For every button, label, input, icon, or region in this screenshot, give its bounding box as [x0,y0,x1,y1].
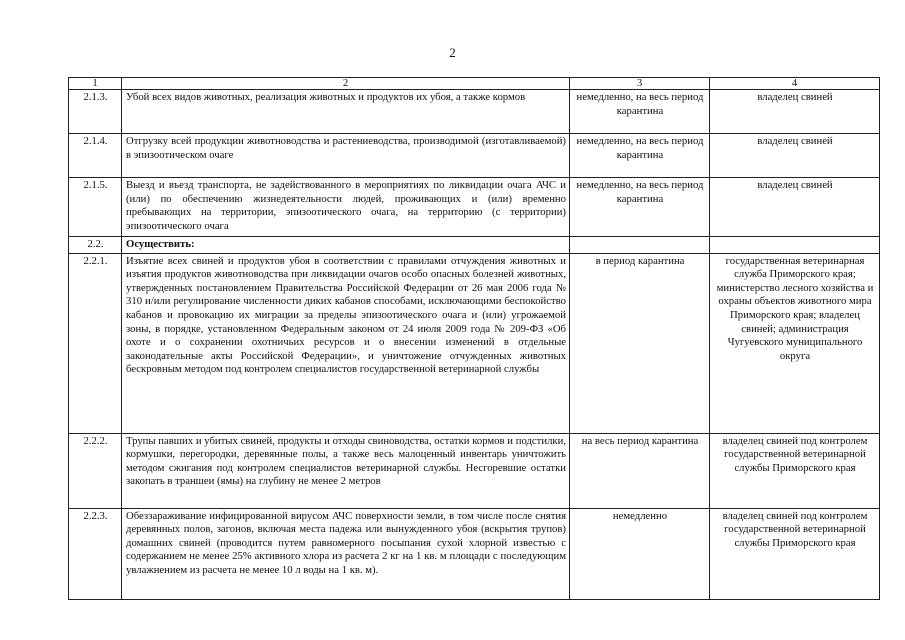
row-number: 2.2.3. [69,508,122,599]
measures-table [68,77,880,600]
row-number: 2.1.5. [69,178,122,237]
row-measure-text: Обеззараживание инфицированной вирусом АЧС поверхности земли, в том числе после снятия деревянных полов, загонов, включая места падежа или вынужденного убоя (вскрытия трупов) домашних свиней (проводится путем равномерного посыпания сухой хлорной известью с содержанием не менее 25% активного хлора из расчета 2 кг на 1 кв. м площади с последующим увлажнением из расчета не менее 10 л воды на 1 кв. м). [122,508,570,599]
table-row [69,237,880,254]
row-responsible: владелец свиней под контролем государственной ветеринарной службы Приморского края [710,508,880,599]
row-term: немедленно, на весь период карантина [570,178,710,237]
row-measure-text: Трупы павших и убитых свиней, продукты и отходы свиноводства, остатки кормов и подстилки, кормушки, перегородки, деревянные полы, а также весь малоценный инвентарь уничтожить методом сжигания под контролем специалистов ветеринарной службы. Несгоревшие остатки закопать в траншеи (ямы) на глубину не менее 2 метров [122,433,570,508]
row-measure-text: Осуществить: [122,237,570,254]
row-term: немедленно [570,508,710,599]
row-measure-text: Отгрузку всей продукции животноводства и растениеводства, производимой (изготавливаемой) в эпизоотическом очаге [122,134,570,178]
row-responsible: государственная ветеринарная служба Приморского края; министерство лесного хозяйства и охраны объектов животного мира Приморского края; владелец свиней; администрация Чугуевского муниципального округа [710,253,880,433]
row-number: 2.1.4. [69,134,122,178]
table-row [69,178,880,237]
row-measure-text: Убой всех видов животных, реализация животных и продуктов их убоя, а также кормов [122,90,570,134]
column-header-number: 1 [69,78,122,90]
row-term: немедленно, на весь период карантина [570,90,710,134]
row-number: 2.2. [69,237,122,254]
row-responsible: владелец свиней под контролем государственной ветеринарной службы Приморского края [710,433,880,508]
table-row [69,433,880,508]
row-responsible: владелец свиней [710,178,880,237]
row-term: в период карантина [570,253,710,433]
column-header-measure: 2 [122,78,570,90]
row-measure-text: Выезд и въезд транспорта, не задействованного в мероприятиях по ликвидации очага АЧС и (или) по обеспечению жизнедеятельности людей, проживающих и (или) временно пребывающих на территории, эпизоотического очага, на территорию (с территории) эпизоотического очага [122,178,570,237]
row-responsible: владелец свиней [710,90,880,134]
row-number: 2.2.2. [69,433,122,508]
row-term [570,237,710,254]
row-measure-text: Изъятие всех свиней и продуктов убоя в соответствии с правилами отчуждения животных и изъятия продуктов животноводства при ликвидации очагов особо опасных болезней животных, утвержденных постановлением Правительства Российской Федерации от 26 мая 2006 года № 310 и/или регулирование численности диких кабанов способами, исключающими беспокойство кабанов и провокацию их миграции за пределы эпизоотического очага и (или) угрожаемой зоны, в порядке, установленном Федеральным законом от 24 июля 2009 года № 209-ФЗ «Об охоте и о сохранении охотничьих ресурсов и о внесении изменений в отдельные законодательные акты Российской Федерации», и уничтожение отчужденных животных бескровным методом под контролем специалистов государственной ветеринарной службы [122,253,570,433]
table-row [69,253,880,433]
row-number: 2.2.1. [69,253,122,433]
row-number: 2.1.3. [69,90,122,134]
table-row [69,90,880,134]
column-header-responsible: 4 [710,78,880,90]
column-header-term: 3 [570,78,710,90]
table-row [69,134,880,178]
row-term: немедленно, на весь период карантина [570,134,710,178]
row-responsible: владелец свиней [710,134,880,178]
row-term: на весь период карантина [570,433,710,508]
page-number: 2 [449,45,456,60]
table-row [69,508,880,599]
table-header-row [69,78,880,90]
row-responsible [710,237,880,254]
